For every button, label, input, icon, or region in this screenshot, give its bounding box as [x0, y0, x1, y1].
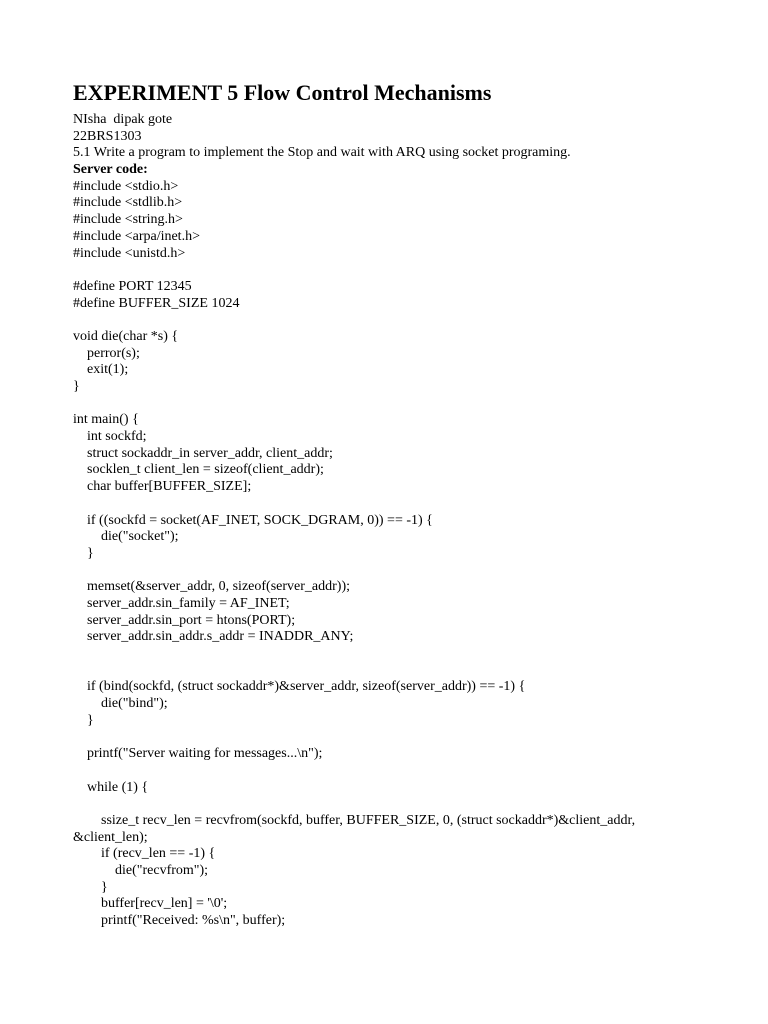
document-line: #include <string.h>	[73, 212, 183, 228]
document-line: printf("Received: %s\n", buffer);	[73, 913, 286, 928]
document-line: server_addr.sin_addr.s_addr = INADDR_ANY;	[73, 629, 354, 645]
document-line: Server code:	[73, 162, 148, 178]
blank-line	[73, 496, 753, 513]
document-line: int main() {	[73, 412, 139, 428]
document-line: die("bind");	[73, 696, 168, 712]
document-line: #include <arpa/inet.h>	[73, 228, 200, 244]
document-line: #include <stdio.h>	[73, 178, 179, 194]
document-line: server_addr.sin_port = htons(PORT);	[73, 612, 296, 628]
document-line: int sockfd;	[73, 429, 147, 445]
blank-line	[73, 663, 753, 680]
document-line: #include <stdlib.h>	[73, 195, 183, 211]
blank-line	[73, 646, 753, 663]
document-line: exit(1);	[73, 362, 129, 378]
document-line: NIsha dipak gote	[73, 112, 173, 127]
document-line: #include <unistd.h>	[73, 245, 186, 261]
document-line: ssize_t recv_len = recvfrom(sockfd, buffer, BUFFER_SIZE, 0, (struct sockaddr*)&client_addr,	[73, 812, 636, 828]
document-line: 5.1 Write a program to implement the Stop and wait with ARQ using socket programing.	[73, 145, 571, 161]
document-line: buffer[recv_len] = '\0';	[73, 896, 228, 912]
blank-line	[73, 563, 753, 580]
blank-line	[73, 312, 753, 329]
document-line: 22BRS1303	[73, 128, 142, 144]
document-line: perror(s);	[73, 345, 140, 361]
document-title: EXPERIMENT 5 Flow Control Mechanisms	[73, 80, 492, 105]
document-line: memset(&server_addr, 0, sizeof(server_addr));	[73, 579, 350, 595]
document-line: void die(char *s) {	[73, 328, 179, 344]
blank-line	[73, 763, 753, 780]
document-line: #define PORT 12345	[73, 278, 192, 294]
document-line: if (recv_len == -1) {	[73, 846, 216, 862]
blank-line	[73, 729, 753, 746]
document-line: }	[73, 712, 94, 728]
document-line: }	[73, 379, 80, 394]
document-line: }	[73, 879, 108, 895]
document-line: }	[73, 545, 94, 561]
document-line: die("recvfrom");	[73, 862, 209, 878]
document-line: struct sockaddr_in server_addr, client_addr;	[73, 445, 333, 461]
document-line: while (1) {	[73, 779, 149, 795]
document-line: server_addr.sin_family = AF_INET;	[73, 595, 290, 611]
document-line: if ((sockfd = socket(AF_INET, SOCK_DGRAM, 0)) == -1) {	[73, 512, 433, 528]
blank-line	[73, 262, 753, 279]
document-body	[73, 112, 753, 930]
document-line: socklen_t client_len = sizeof(client_addr);	[73, 462, 324, 478]
blank-line	[73, 396, 753, 413]
document-line: die("socket");	[73, 529, 179, 545]
document-line: printf("Server waiting for messages...\n");	[73, 746, 323, 762]
document-line: char buffer[BUFFER_SIZE];	[73, 479, 252, 495]
document-line: #define BUFFER_SIZE 1024	[73, 295, 240, 311]
document-line: &client_len);	[73, 829, 148, 845]
blank-line	[73, 796, 753, 813]
document-line: if (bind(sockfd, (struct sockaddr*)&server_addr, sizeof(server_addr)) == -1) {	[73, 679, 526, 695]
